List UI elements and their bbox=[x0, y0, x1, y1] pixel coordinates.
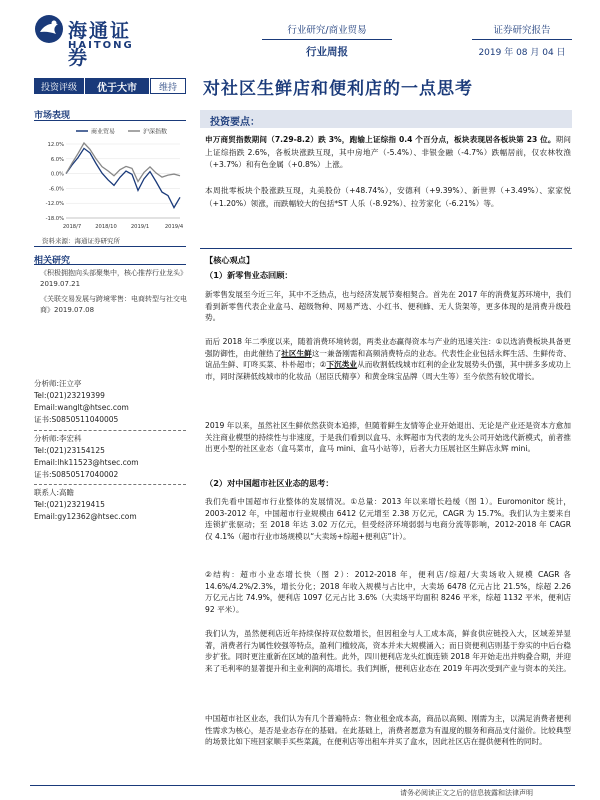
section-heading-2: （2）对中国超市社区业态的思考： bbox=[205, 478, 334, 488]
body-paragraph: 新零售发展至今近三年，其中不乏热点，也与经济发展节奏相契合。首先在 2017 年的消费复苏环境中，我们看到新零售代表企业盒马、超级物种、网易严选、小红书、便利蜂、无人货架等，更多体现的是消费升级趋势。 bbox=[205, 290, 571, 323]
body-text: 而后 2018 年二季度以来，随着消费环境转弱，两类业态赢得资本与产业的迅速关注：①以选消费板块具备更强防御性，由此催热了 bbox=[205, 337, 571, 358]
related-divider bbox=[34, 264, 186, 265]
legend-label: 商业贸易 bbox=[91, 128, 116, 136]
analyst-name: 分析师:汪立亭 bbox=[34, 379, 82, 388]
series-line bbox=[66, 148, 180, 207]
core-heading: 【核心观点】 bbox=[205, 255, 255, 265]
body-paragraph: ②结构：超市小业态增长快（图 2）：2012-2018 年，便利店/综超/大卖场收入规模 CAGR 各 14.6%/4.2%/2.3%，增长分化；2018 年收入规模与占比中，大卖场 6478 亿元占比 21.5%，综超 2.26 万亿元占比 74.9%，便利店 1097 亿元占比 3.6%（大卖场平均面积 8246 平米，综超 1132 平米，便利店 92 平米）。 bbox=[205, 570, 571, 614]
analyst-name: 分析师:李宏科 bbox=[34, 434, 82, 443]
body-text: 这一兼备刚需和高频消费特点的业态。代表性企业包括永辉生活、生鲜传奇、谊品生鲜、叮咚买菜、朴朴超市；② bbox=[205, 348, 572, 370]
report-date: 2019 年 08 月 04 日 bbox=[478, 48, 566, 58]
analyst-cert: 证书:S0850517040002 bbox=[34, 470, 119, 479]
header-right bbox=[472, 22, 572, 58]
footer-divider bbox=[30, 785, 575, 786]
rating-label: 投资评级 bbox=[34, 78, 84, 94]
market-divider bbox=[34, 120, 186, 121]
y-tick-label: -12.0% bbox=[45, 201, 64, 208]
body-emphasis: 社区生鲜 bbox=[281, 348, 312, 358]
body-paragraph: 2019 年以来，虽然社区生鲜依然获资本追捧，但随着鲜生友情等企业开始退出、无论是产业还是资本方愈加关注商业模型的持续性与非速度，于是我们看到以盒马、永辉超市为代表的龙头公司开始选代新模式，前者推出更小型的社区业态（盒马菜市，盒马 mini、盒马小站等），后者大力压展社区生鲜店永辉 mini。 bbox=[205, 421, 571, 454]
y-tick-label: 0.0% bbox=[50, 171, 64, 178]
analyst-block bbox=[34, 430, 186, 481]
y-tick-label: 6.0% bbox=[50, 156, 64, 163]
related-item[interactable]: 《关联交易发展与跨境零售：电商转型与社交电商》2019.07.08 bbox=[40, 295, 187, 314]
analyst-block bbox=[34, 378, 186, 426]
analyst-divider bbox=[34, 484, 186, 485]
analyst-divider bbox=[34, 430, 186, 431]
header-center bbox=[262, 22, 392, 59]
body-paragraph: 中国超市社区业态，我们认为有几个普遍特点：物业租金成本高，商品以高频、刚需为主，以满足消费者便利性需求为核心，是否是业态存在的基础。在此基础上，消费者愿意为有温度的服务和商品支付溢价。比较典型的场景比如下班回家顺手买些菜蔬，在便利店等出租车并买了盒水，因此社区店在提供便利性的同时。 bbox=[205, 714, 571, 747]
market-chart bbox=[34, 122, 186, 234]
analyst-cert: 证书:S0850511040005 bbox=[34, 415, 119, 424]
key-points-highlight: 申万商贸指数期间（7.29-8.2）跌 3%，跑输上证综指 0.4 个百分点，板块表现居各板块第 23 位。 bbox=[205, 135, 556, 144]
y-tick-label: 12.0% bbox=[47, 142, 64, 148]
key-points-paragraph: 本周批零板块个股涨跌互现，丸美股份（+48.74%），安德利（+9.39%）、新世界（+3.49%）、家家悦（+1.20%）领涨，而跌幅较大的包括*ST 人乐（-8.92%）、拉芳家化（-6.21%）等。 bbox=[205, 186, 571, 208]
logo-english-name: HAITONG bbox=[68, 40, 134, 51]
body-paragraph bbox=[205, 336, 571, 382]
investment-rating bbox=[34, 78, 186, 94]
analyst-block bbox=[34, 484, 186, 523]
key-points-detail: 期间上证综指跌 2.6%，各板块涨跌互现，其中房地产（-5.4%）、非银金融（-4.7%）跌幅居前，仅农林牧渔（+3.7%）和有色金属（+0.8%）上涨。 bbox=[205, 135, 571, 169]
x-tick-label: 2018/10 bbox=[95, 224, 117, 230]
analyst-email[interactable]: Email:wanglt@htsec.com bbox=[34, 403, 129, 412]
body-paragraph: 我们认为，虽然便利店近年持续保持双位数增长，但因租金与人工成本高，鲜食供应链投入大，区域差异显著，消费者行为属性较强等特点，盈利门槛较高，资本并未大规模涌入；而日资便利店则基于券实的中后台稳步扩张。同时更注重新在区域的盈利性。此外，四川便利店龙头红旗连锁 2018 年开始走出并购叠合期，并迎来了毛利率的显著提升和主业利润的高增长。我们判断，便利店业态在 2019 年再次受到产业与资本的关注。 bbox=[205, 629, 571, 673]
key-points-paragraph bbox=[205, 134, 571, 172]
analyst-email[interactable]: Email:lhk11523@htsec.com bbox=[34, 458, 139, 467]
x-tick-label: 2019/4 bbox=[164, 224, 184, 230]
body-paragraph: 我们先看中国超市行业整体的发展情况。①总量：2013 年以来增长趋缓（图 1）。Euromonitor 统计，2003-2012 年，中国超市行业规模由 6412 亿元增至 2.38 万亿元，CAGR 为 15.7%。我们认为主要来自连锁扩张驱动；至 2018 年达 3.02 万亿元，但受经济环境弱弱与电商分流等影响，2012-2018 年 CAGR 仅 4.1%（超市行业市场规模以“大卖场+综超+便利店”计）。 bbox=[205, 497, 571, 541]
company-logo bbox=[34, 14, 144, 69]
section-heading-1: （1）新零售业态回顾： bbox=[205, 270, 293, 280]
chart-source: 资料来源：海通证券研究所 bbox=[42, 237, 120, 245]
x-tick-label: 2018/7 bbox=[62, 224, 82, 230]
logo-chinese-name: 海通证券 bbox=[68, 20, 132, 69]
body-emphasis: 下沉类业 bbox=[326, 360, 358, 370]
analyst-name: 联系人:高瞻 bbox=[34, 488, 75, 497]
rating-status: 维持 bbox=[150, 78, 186, 94]
analyst-tel: Tel:(021)23219399 bbox=[34, 391, 105, 400]
analyst-tel: Tel:(021)23219415 bbox=[34, 500, 105, 509]
y-tick-label: -18.0% bbox=[45, 216, 64, 222]
rating-value: 优于大市 bbox=[84, 78, 150, 94]
analyst-email[interactable]: Email:gy12362@htsec.com bbox=[34, 512, 137, 521]
related-item[interactable]: 《积极拥抱向头部聚集中，核心推荐行业龙头》2019.07.21 bbox=[40, 269, 187, 288]
haitong-logo-icon bbox=[34, 14, 64, 44]
source-divider bbox=[34, 246, 186, 247]
report-label: 证券研究报告 bbox=[472, 22, 572, 40]
analyst-tel: Tel:(021)23154125 bbox=[34, 446, 105, 455]
key-points-divider bbox=[200, 248, 572, 249]
page-title: 对社区生鲜店和便利店的一点思考 bbox=[203, 79, 473, 99]
x-tick-label: 2019/1 bbox=[130, 224, 150, 230]
report-type: 行业周报 bbox=[306, 46, 348, 58]
related-heading: 相关研究 bbox=[34, 256, 71, 266]
footer-disclaimer: 请务必阅读正文之后的信息披露和法律声明 bbox=[400, 789, 533, 797]
key-points-title: 投资要点： bbox=[210, 117, 260, 128]
y-tick-label: -6.0% bbox=[48, 186, 64, 193]
report-category: 行业研究/商业贸易 bbox=[262, 22, 392, 40]
legend-label: 沪深指数 bbox=[143, 128, 168, 136]
market-chart-svg bbox=[34, 122, 186, 234]
market-heading: 市场表现 bbox=[34, 111, 71, 121]
body-text: 从而收割低线城市红利的企业发展势头仍强，其中拼多多成功上市，同时深耕低线城市的化妆品（屈臣氏精享）和黄金珠宝品牌（周大生等）至今依然有较优增长。 bbox=[205, 360, 572, 381]
